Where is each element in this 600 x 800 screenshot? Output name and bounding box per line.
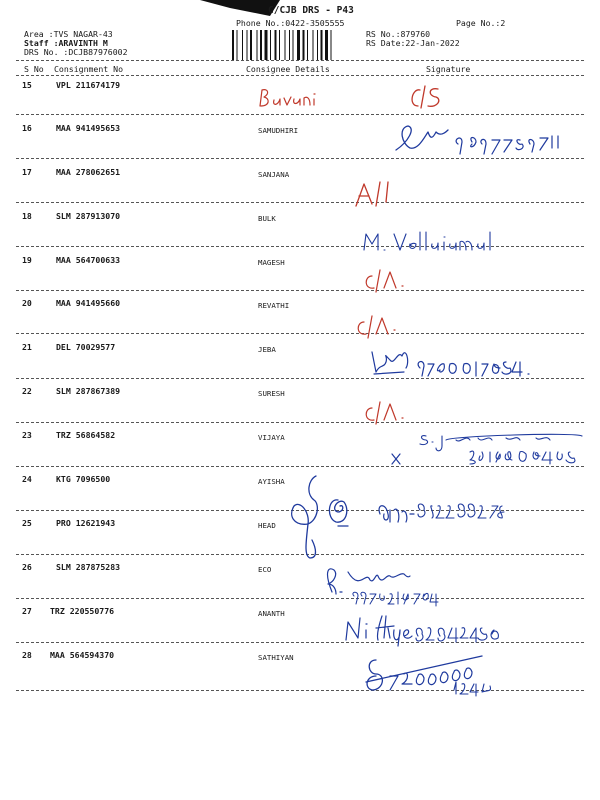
row-serial-number: 21 (22, 342, 32, 352)
row-separator (16, 290, 584, 291)
col-consignee-header: Consignee Details (246, 64, 330, 74)
phone-number: Phone No.:0422-3505555 (236, 18, 345, 28)
row-consignment-number: SLM 287913070 (56, 211, 121, 221)
row-consignment-number: VPL 211674179 (56, 80, 121, 90)
row-separator (16, 598, 584, 599)
row-consignee-name: SAMUDHIRI (258, 126, 299, 135)
row-serial-number: 28 (22, 650, 32, 660)
document-title: C/CJB DRS - P43 (268, 5, 354, 16)
signature-row-24-25 (290, 470, 580, 570)
row-consignment-number: MAA 278062651 (56, 167, 121, 177)
signature-row-18 (362, 228, 512, 258)
row-serial-number: 22 (22, 386, 32, 396)
row-consignee-name: SANJANA (258, 170, 290, 179)
col-sno-header: S No (24, 64, 44, 74)
row-serial-number: 25 (22, 518, 32, 528)
signature-row-23 (386, 430, 586, 472)
row-consignment-number: PRO 12621943 (56, 518, 116, 528)
row-consignee-name: SATHIYAN (258, 653, 294, 662)
row-consignment-number: MAA 941495660 (56, 298, 121, 308)
row-consignment-number: MAA 564594370 (50, 650, 115, 660)
area-label: Area :TVS NAGAR-43 (24, 29, 113, 39)
signature-row-15 (258, 84, 458, 114)
signature-row-19 (362, 266, 412, 294)
rs-number: RS No.:879760 (366, 29, 431, 39)
row-consignee-name: ECO (258, 565, 272, 574)
row-serial-number: 24 (22, 474, 32, 484)
staff-label: Staff :ARAVINTH M (24, 38, 108, 48)
row-serial-number: 18 (22, 211, 32, 221)
row-consignee-name: VIJAYA (258, 433, 285, 442)
row-consignment-number: SLM 287875283 (56, 562, 121, 572)
signature-row-26 (320, 562, 430, 612)
col-signature-header: Signature (426, 64, 471, 74)
signature-row-21 (368, 342, 538, 384)
signature-row-17 (354, 180, 414, 210)
barcode (232, 30, 356, 60)
row-consignment-number: MAA 941495653 (56, 123, 121, 133)
drs-number: DRS No. :DCJB87976002 (24, 47, 128, 57)
row-consignee-name: SURESH (258, 389, 285, 398)
row-consignee-name: BULK (258, 214, 276, 223)
signature-row-16 (388, 118, 568, 160)
col-consignment-header: Consignment No (54, 64, 124, 74)
signature-row-27 (342, 612, 522, 650)
row-consignee-name: ANANTH (258, 609, 285, 618)
row-consignee-name: HEAD (258, 521, 276, 530)
row-serial-number: 19 (22, 255, 32, 265)
row-consignee-name: AYISHA (258, 477, 285, 486)
row-serial-number: 27 (22, 606, 32, 616)
signature-row-20 (354, 312, 404, 340)
page-number: Page No.:2 (456, 18, 506, 28)
row-serial-number: 20 (22, 298, 32, 308)
row-consignment-number: TRZ 220550776 (50, 606, 115, 616)
rs-date: RS Date:22-Jan-2022 (366, 38, 460, 48)
row-consignment-number: DEL 70029577 (56, 342, 116, 352)
row-consignee-name: REVATHI (258, 301, 290, 310)
column-header-separator (16, 75, 584, 76)
row-consignee-name: MAGESH (258, 258, 285, 267)
row-separator (16, 202, 584, 203)
header-separator (16, 60, 584, 61)
row-consignment-number: SLM 287867389 (56, 386, 121, 396)
row-serial-number: 15 (22, 80, 32, 90)
row-separator (16, 114, 584, 115)
row-separator (16, 422, 584, 423)
row-serial-number: 17 (22, 167, 32, 177)
row-serial-number: 26 (22, 562, 32, 572)
signature-row-22 (362, 398, 412, 426)
signature-row-28 (362, 652, 522, 698)
row-consignee-name: JEBA (258, 345, 276, 354)
row-separator (16, 333, 584, 334)
row-consignment-number: MAA 564700633 (56, 255, 121, 265)
row-consignment-number: KTG 7096500 (56, 474, 111, 484)
row-consignment-number: TRZ 56864582 (56, 430, 116, 440)
row-serial-number: 23 (22, 430, 32, 440)
row-serial-number: 16 (22, 123, 32, 133)
